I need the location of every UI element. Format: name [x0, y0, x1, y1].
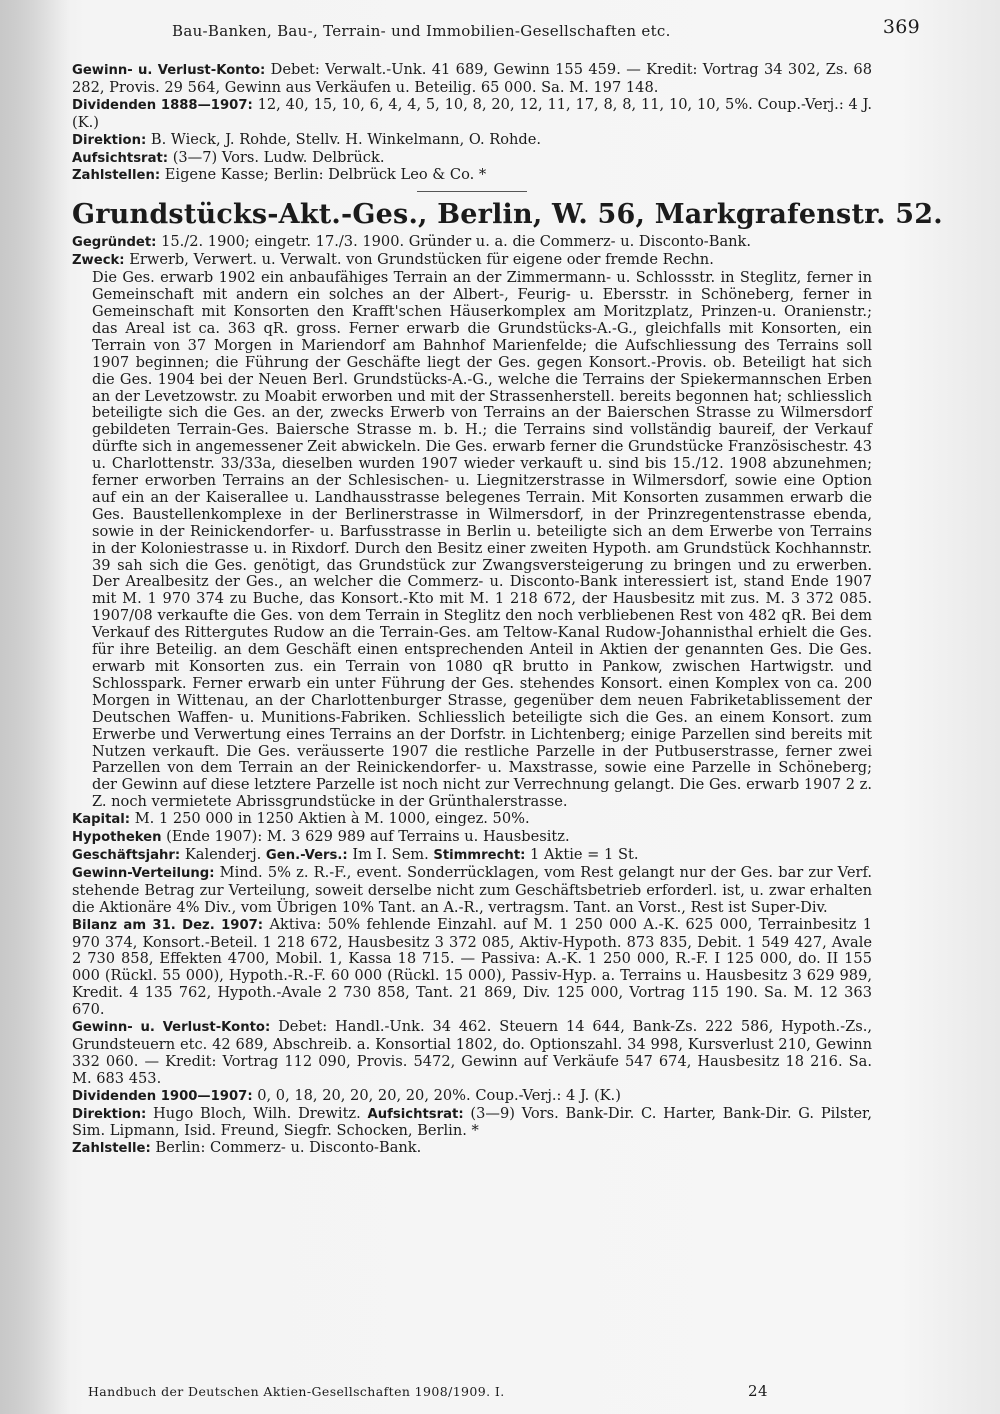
prev-zahlstellen-entry	[72, 167, 872, 185]
prev-direktion-text: B. Wieck, J. Rohde, Stellv. H. Winkelmann, O. Rohde.	[150, 130, 542, 148]
section-separator	[417, 191, 527, 192]
prev-guv-entry	[72, 62, 872, 97]
company-heading: Grundstücks-Akt.-Ges., Berlin, W. 56, Markgrafenstr. 52.	[72, 199, 943, 231]
guv-label: Gewinn- u. Verlust-Konto:	[72, 1020, 271, 1036]
prev-dividenden-label: Dividenden 1888—1907:	[72, 97, 253, 113]
zweck-text: Erwerb, Verwert. u. Verwalt. von Grundstücken für eigene oder fremde Rechn.	[129, 251, 714, 269]
geschaeftsjahr-label: Geschäftsjahr:	[72, 847, 181, 863]
gegruendet-label: Gegründet:	[72, 235, 157, 251]
guv-text: Debet: Handl.-Unk. 34 462. Steuern 14 644, Bank-Zs. 222 586, Hypoth.-Zs., Grundsteuern etc. 42 689, Abschreib. a. Konsortial 1802, do. Optionszahl. 34 998, Kursverlust 210, Gewinn 332 060. — Kredit: Vortrag 112 090, Provis. 5472, Gewinn auf Verkäufe 547 674, Hausbesitz 18 216. Sa. M. 683 453.	[72, 1018, 872, 1087]
dividenden-label: Dividenden 1900—1907:	[72, 1088, 253, 1104]
prev-zahlstellen-label: Zahlstellen:	[72, 168, 161, 184]
running-title: Bau-Banken, Bau-, Terrain- und Immobilien-Gesellschaften etc.	[172, 22, 671, 40]
page-body	[72, 61, 943, 1158]
gewinnverteilung-text: Mind. 5% z. R.-F., event. Sonderrücklagen, vom Rest gelangt nur der Ges. bar zur Verf. stehende Betrag zur Verteilung, soweit derselbe nicht zum Geschäftsbetrieb erforderl. ist, u. zwar erhalten die Aktionäre 4% Div., vom Übrigen 10% Tant. an A.-R., vertragsm. Tant. an Vorst., Rest ist Super-Div.	[72, 863, 872, 916]
dividenden-text: 0, 0, 18, 20, 20, 20, 20, 20%. Coup.-Verj.: 4 J. (K.)	[257, 1086, 621, 1104]
prev-guv-text: Debet: Verwalt.-Unk. 41 689, Gewinn 155 459. — Kredit: Vortrag 34 302, Zs. 68 282, Provis. 29 564, Gewinn aus Verkäufen u. Beteilig. 65 000. Sa. M. 197 148.	[72, 61, 872, 96]
prev-aufsichtsrat-entry	[72, 150, 872, 168]
kapital-text: M. 1 250 000 in 1250 Aktien à M. 1000, eingez. 50%.	[134, 810, 530, 828]
gegruendet-entry	[72, 234, 872, 252]
binding-shadow	[0, 0, 70, 1414]
genvers-label: Gen.-Vers.:	[265, 847, 348, 863]
bilanz-label: Bilanz am 31. Dez. 1907:	[72, 917, 264, 933]
zahlstelle-label: Zahlstelle:	[72, 1141, 151, 1157]
zweck-label: Zweck:	[72, 253, 125, 269]
hypotheken-text: (Ende 1907): M. 3 629 989 auf Terrains u. Hausbesitz.	[166, 828, 570, 846]
guv-entry	[72, 1019, 872, 1088]
kapital-entry	[72, 811, 872, 829]
dividenden-entry	[72, 1088, 872, 1106]
hypotheken-entry	[72, 829, 872, 847]
book-title: Handbuch der Deutschen Aktien-Gesellschaften 1908/1909. I.	[88, 1384, 505, 1399]
prev-zahlstellen-text: Eigene Kasse; Berlin: Delbrück Leo & Co. *	[164, 166, 487, 184]
direktion-entry	[72, 1106, 872, 1141]
prev-dividenden-text: 12, 40, 15, 10, 6, 4, 4, 5, 10, 8, 20, 12, 11, 17, 8, 8, 11, 10, 10, 5%. Coup.-Verj.: 4 J. (K.)	[72, 95, 873, 131]
prev-direktion-label: Direktion:	[72, 132, 147, 148]
prev-aufsichtsrat-text: (3—7) Vors. Ludw. Delbrück.	[172, 148, 385, 166]
direktion-text: Hugo Bloch, Wilh. Drewitz.	[153, 1104, 361, 1122]
stimmrecht-label: Stimmrecht:	[433, 847, 526, 863]
gewinnverteilung-label: Gewinn-Verteilung:	[72, 865, 215, 881]
prev-dividenden-entry	[72, 97, 872, 132]
gewinnverteilung-entry	[72, 865, 872, 917]
genvers-text: Im I. Sem.	[352, 845, 429, 863]
prev-guv-label: Gewinn- u. Verlust-Konto:	[72, 63, 266, 78]
bilanz-entry	[72, 917, 872, 1019]
page-footer	[88, 1384, 788, 1399]
gegruendet-text: 15./2. 1900; eingetr. 17./3. 1900. Gründer u. a. die Commerz- u. Disconto-Bank.	[161, 233, 752, 251]
stimmrecht-text: 1 Aktie = 1 St.	[530, 845, 639, 863]
sheet-number: 24	[748, 1382, 768, 1400]
company-narrative: Die Ges. erwarb 1902 ein anbaufähiges Terrain an der Zimmermann- u. Schlossstr. in Steglitz, ferner in Gemeinschaft mit andern ein solches an der Albert-, Feurig- u. Ebersstr. in Schöneberg, ferner in Gemeinschaft mit Konsorten den Krafft'schen Häuserkomplex am Moritzplatz, Prinzen-u. Oranienstr.; das Areal ist ca. 363 qR. gross. Ferner erwarb die Grundstücks-A.-G., gleichfalls mit Konsorten, ein Terrain von 37 Morgen in Mariendorf am Bahnhof Marienfelde; die Aufschliessung des Terrains soll 1907 beginnen; die Führung der Geschäfte liegt der Ges. gegen Konsort.-Provis. ob. Beteiligt hat sich die Ges. 1904 bei der Neuen Berl. Grundstücks-A.-G., welche die Terrains der Spiekermannschen Erben an der Levetzowstr. zu Moabit erworben und mit der Strassenherstell. bereits begonnen hat; schliesslich beteiligte sich die Ges. an der, zwecks Erwerb von Terrains an der Baierschen Strasse zu Wilmersdorf gebildeten Terrain-Ges. Baiersche Strasse m. b. H.; die Terrains sind vollständig baureif, der Verkauf dürfte sich in angemessener Zeit abwickeln. Die Ges. erwarb ferner die Grundstücke Französischestr. 43 u. Charlottenstr. 33/33a, dieselben wurden 1907 wieder verkauft u. sind bis 15./12. 1908 abzunehmen; ferner erworben Terrains an der Schlesischen- u. Liegnitzerstrasse in Wilmersdorf, sowie eine Option auf ein an der Kaiserallee u. Landhausstrasse belegenes Terrain. Mit Konsorten zusammen erwarb die Ges. Baustellenkomplexe in der Berlinerstrasse in Wilmersdorf, in der Prinzregentenstrasse ebenda, sowie in der Reinickendorfer- u. Barfusstrasse in Berlin u. beteiligte sich an dem Erwerbe von Terrains in der Koloniestrasse u. in Rixdorf. Durch den Besitz einer zweiten Hypoth. am Grundstück Kochhannstr. 39 sah sich die Ges. genötigt, das Grundstück zur Zwangsversteigerung zu bringen und zu erwerben. Der Arealbesitz der Ges., an welcher die Commerz- u. Disconto-Bank interessiert ist, stand Ende 1907 mit M. 1 970 374 zu Buche, das Konsort.-Kto mit M. 1 218 672, der Hausbesitz mit zus. M. 3 372 085. 1907/08 verkaufte die Ges. von dem Terrain in Steglitz den noch verbliebenen Rest von 482 qR. Bei dem Verkauf des Rittergutes Rudow an die Terrain-Ges. am Teltow-Kanal Rudow-Johannisthal erhielt die Ges. für ihre Beteilig. an dem Geschäft einen entsprechenden Anteil in Aktien der genannten Ges. Die Ges. erwarb mit Konsorten zus. ein Terrain von 1080 qR brutto in Pankow, zwischen Hartwigstr. und Schlosspark. Ferner erwarb ein unter Führung der Ges. stehendes Konsort. einen Komplex von ca. 200 Morgen in Wittenau, an der Charlottenburger Strasse, gegenüber dem neuen Fabriketablissement der Deutschen Waffen- u. Munitions-Fabriken. Schliesslich beteiligte sich die Ges. an einem Konsort. zum Erwerbe und Verwertung eines Terrains an der Dorfstr. in Lichtenberg; einige Parzellen sind bereits mit Nutzen verkauft. Die Ges. veräusserte 1907 die restliche Parzelle in der Putbuserstrasse, ferner zwei Parzellen von dem Terrain an der Reinickendorfer- u. Maxstrasse, sowie eine Parzelle in Schöneberg; der Gewinn auf diese letztere Parzelle ist noch nicht zur Verrechnung gelangt. Die Ges. erwarb 1907 2 z. Z. noch vermietete Abrissgrundstücke in der Grünthalerstrasse.	[92, 269, 872, 811]
page-number: 369	[882, 16, 920, 38]
aufsichtsrat-text: (3—9) Vors. Bank-Dir. C. Harter, Bank-Dir. G. Pilster, Sim. Lipmann, Isid. Freund, Siegfr. Schocken, Berlin. *	[72, 1104, 873, 1140]
bilanz-text: Aktiva: 50% fehlende Einzahl. auf M. 1 250 000 A.-K. 625 000, Terrainbesitz 1 970 374, Konsort.-Beteil. 1 218 672, Hausbesitz 3 372 085, Aktiv-Hypoth. 873 835, Debit. 1 549 427, Avale 2 730 858, Effekten 4700, Mobil. 1, Kassa 18 715. — Passiva: A.-K. 1 250 000, R.-F. I 125 000, do. II 155 000 (Rückl. 55 000), Hypoth.-R.-F. 60 000 (Rückl. 15 000), Passiv-Hyp. a. Terrains u. Hausbesitz 3 629 989, Kredit. 4 135 762, Hypoth.-Avale 2 730 858, Tant. 21 869, Div. 125 000, Vortrag 115 190. Sa. M. 12 363 670.	[72, 915, 873, 1019]
hypotheken-label: Hypotheken	[72, 830, 162, 846]
zahlstelle-entry	[72, 1140, 872, 1158]
kapital-label: Kapital:	[72, 812, 131, 828]
geschaeftsjahr-entry	[72, 847, 872, 865]
running-head	[160, 16, 920, 44]
direktion-label: Direktion:	[72, 1106, 147, 1122]
prev-aufsichtsrat-label: Aufsichtsrat:	[72, 150, 169, 166]
geschaeftsjahr-text: Kalenderj.	[184, 845, 262, 863]
zweck-entry	[72, 252, 872, 270]
zahlstelle-text: Berlin: Commerz- u. Disconto-Bank.	[155, 1139, 422, 1157]
prev-direktion-entry	[72, 132, 872, 150]
aufsichtsrat-label: Aufsichtsrat:	[367, 1106, 464, 1122]
